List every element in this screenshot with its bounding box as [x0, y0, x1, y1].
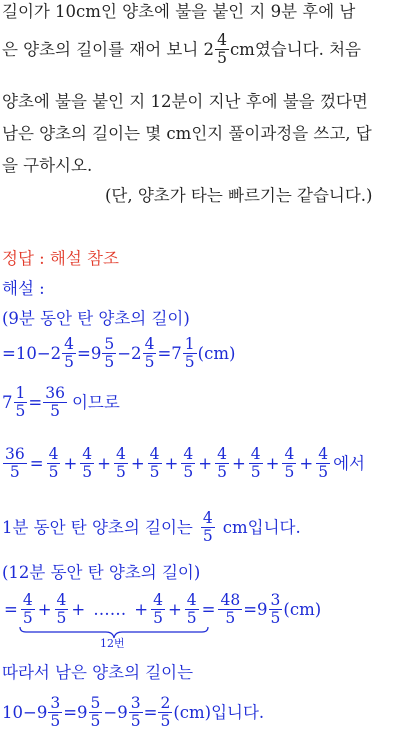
equation-3: $\frac{36}{5}$ = $\frac{4}{5}$ + $\frac{4}{5}$ + $\frac{4}{5}$ + $\frac{4}{5}$ + $\frac{4}{5}$ + $\frac{4}{5}$ + $\frac{4}{5}$ + $\frac{4}{5}$ + $\frac{4}{5}$ 에서 — [5, 445, 365, 481]
equation-2: 7 $\frac{1}{5}$ = $\frac{36}{5}$ 이므로 — [2, 384, 120, 420]
conclusion-line: 따라서 남은 양초의 길이는 — [2, 663, 194, 682]
answer-label: 정답 : 해설 참조 — [2, 249, 119, 268]
per-minute-line: 1분 동안 탄 양초의 길이는 4 5 cm입니다. — [2, 509, 301, 545]
problem-line-5: 을 구하시오. — [2, 156, 93, 175]
final-equation: 10−9 $\frac{3}{5}$ =9 5 5 −9 $\frac{3}{5}$ = $\frac{2}{5}$ (cm)입니다. — [2, 694, 265, 730]
problem-fraction: 4 5 — [217, 31, 227, 67]
heading-12min: (12분 동안 탄 양초의 길이) — [2, 563, 201, 582]
problem-line-4: 남은 양초의 길이는 몇 cm인지 풀이과정을 쓰고, 답 — [2, 124, 372, 143]
problem-line-2a: 은 양초의 길이를 재어 보니 2 — [2, 39, 215, 59]
explanation-label: 해설 : — [2, 279, 45, 298]
brace-label: 12번 — [100, 637, 125, 650]
problem-line-3: 양초에 불을 붙인 지 12분이 지난 후에 불을 껐다면 — [2, 92, 368, 111]
equation-4: = $\frac{4}{5}$ + $\frac{4}{5}$ + …… + $\frac{4}{5}$ + $\frac{4}{5}$ = $\frac{48}{5}$ =9 3 5 (cm) — [4, 591, 322, 627]
problem-line-2 — [2, 32, 361, 67]
equation-1: =10−2 $\frac{4}{5}$ =9 5 5 −2 $\frac{4}{5}$ =7 1 5 (cm) — [2, 335, 236, 371]
problem-line-2b: cm였습니다. 처음 — [229, 39, 361, 59]
problem-note: (단, 양초가 타는 빠르기는 같습니다.) — [105, 186, 373, 205]
heading-9min: (9분 동안 탄 양초의 길이) — [2, 309, 190, 328]
problem-line-1: 길이가 10cm인 양초에 불을 붙인 지 9분 후에 남 — [2, 2, 356, 21]
